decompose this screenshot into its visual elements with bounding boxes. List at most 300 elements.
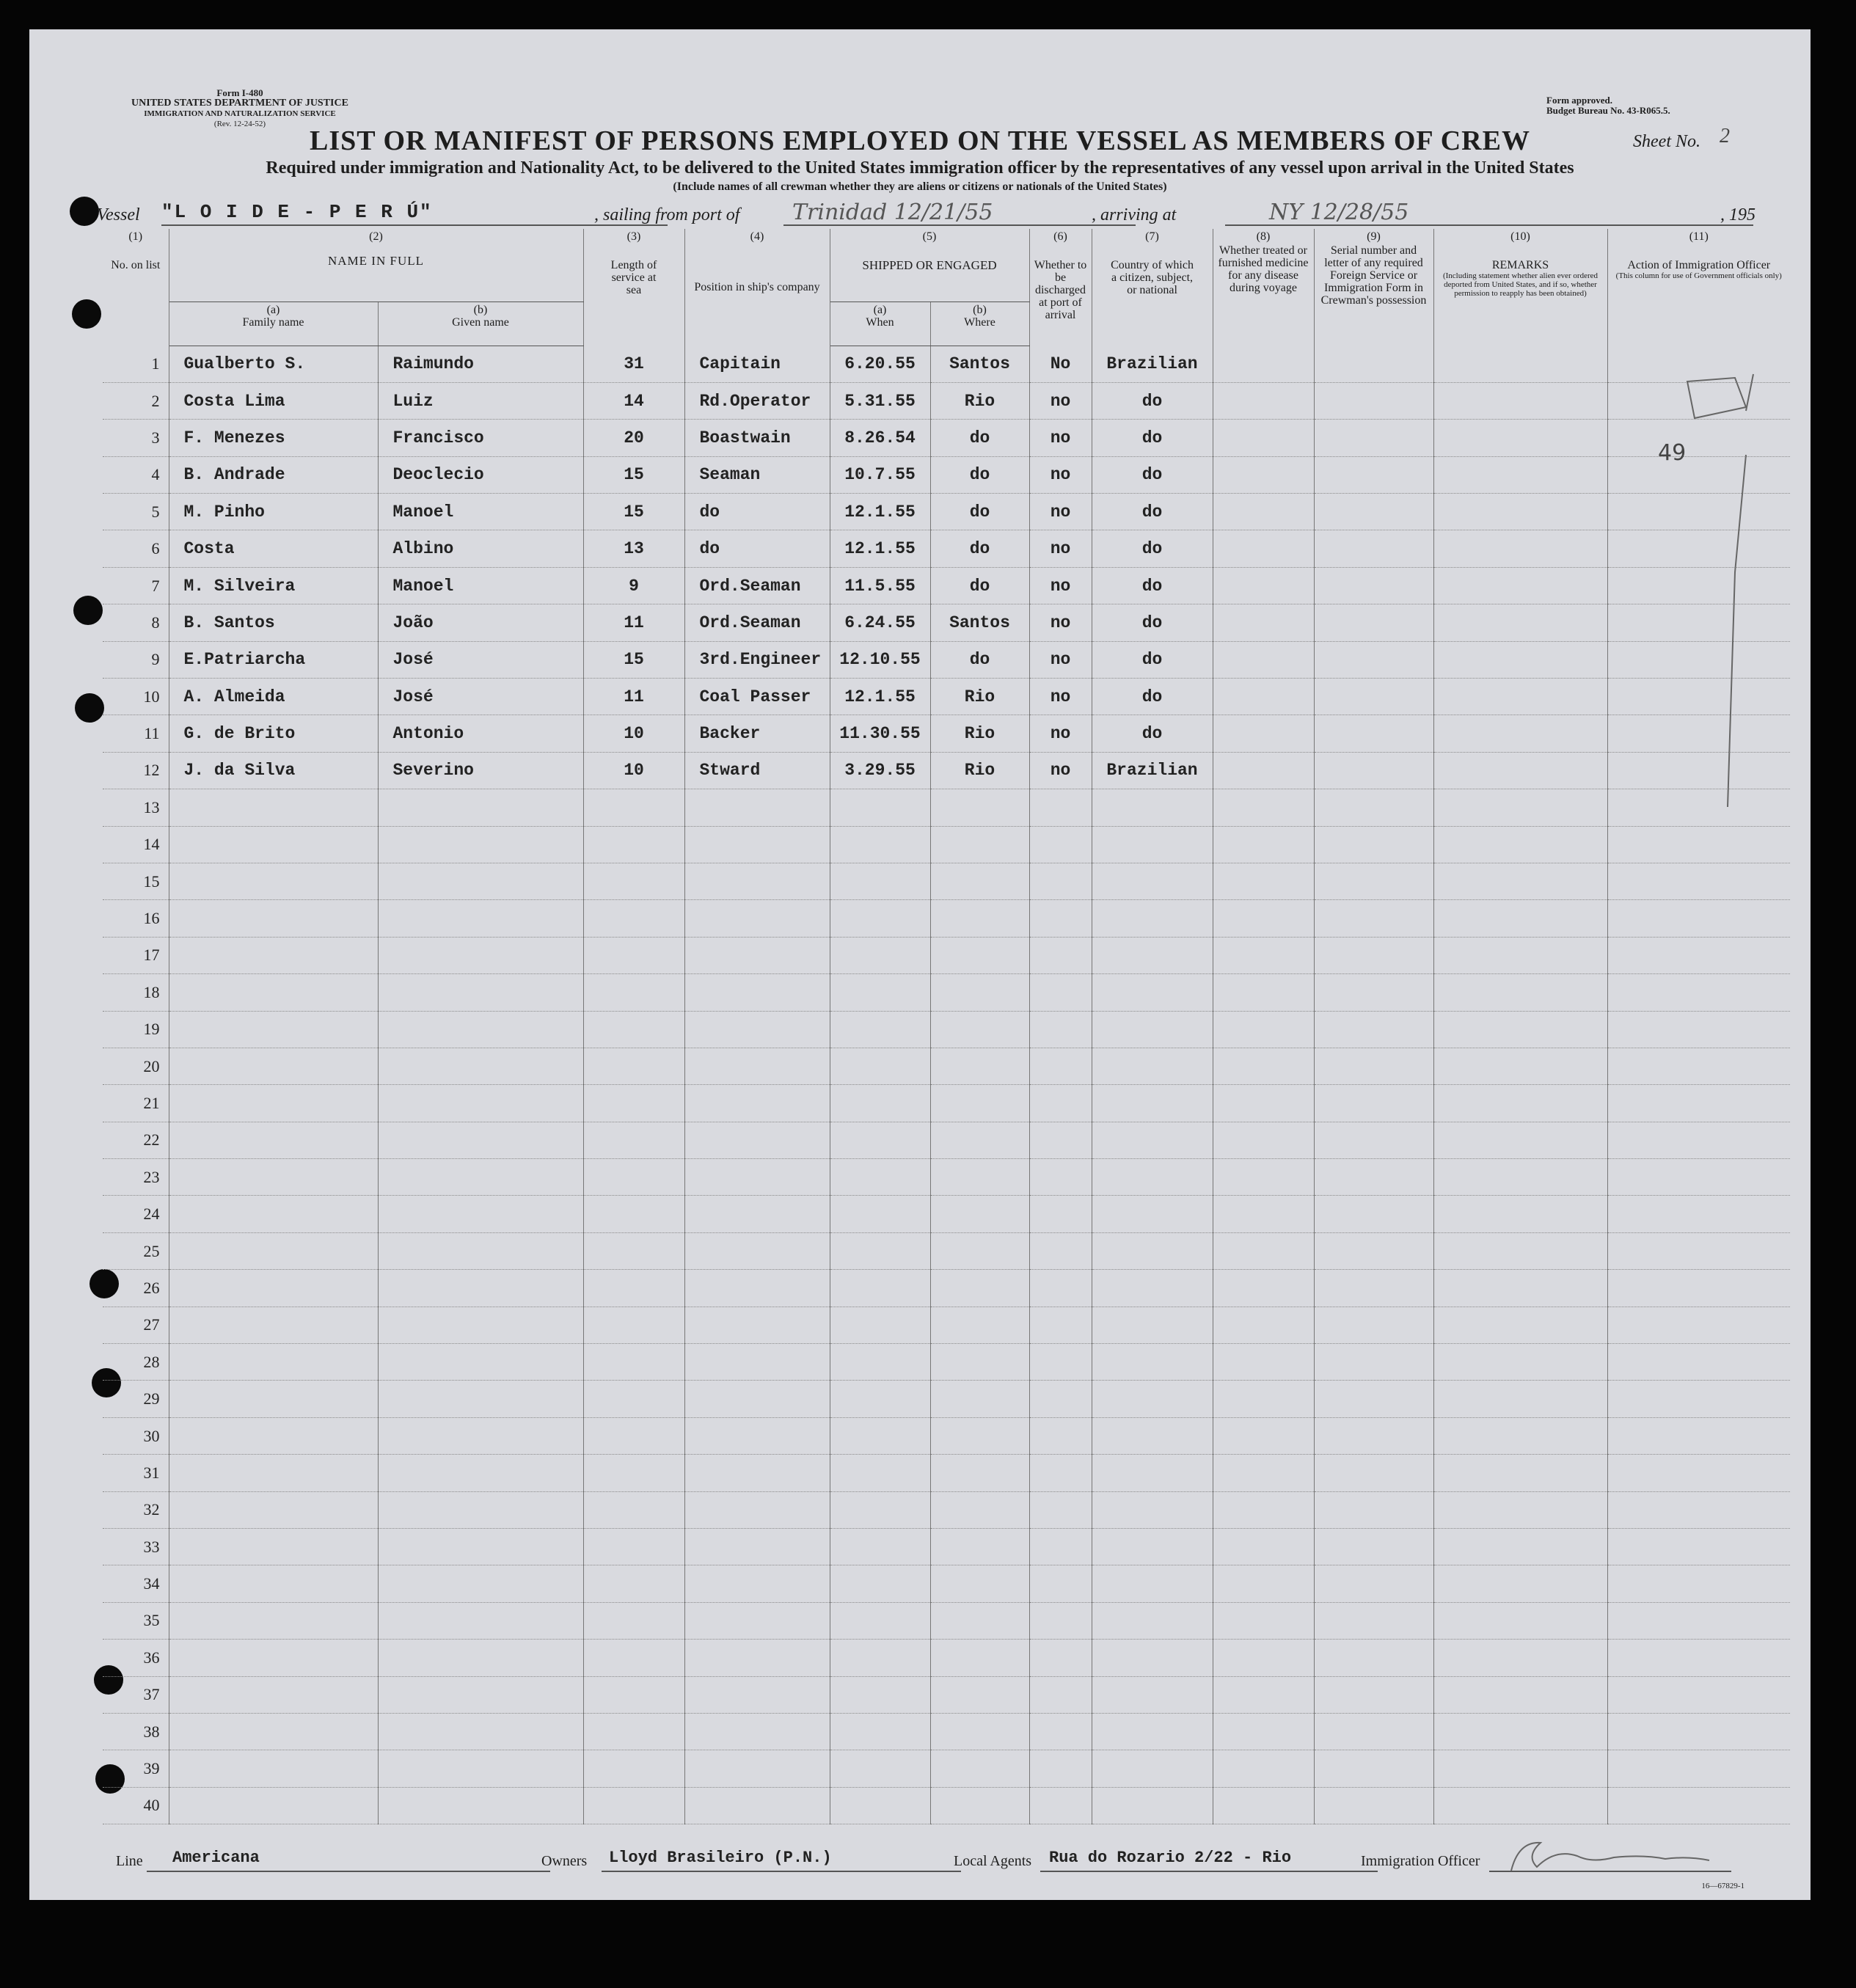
- department: UNITED STATES DEPARTMENT OF JUSTICE: [131, 98, 348, 109]
- cell-empty: [1092, 1344, 1213, 1381]
- cell-empty: [378, 937, 583, 973]
- table-row: [103, 1787, 1790, 1824]
- cell-empty: [1314, 382, 1433, 419]
- cell-where: Rio: [930, 679, 1029, 715]
- cell-empty: [684, 1085, 830, 1122]
- cell-when: 12.1.55: [830, 494, 930, 530]
- row-number: 17: [103, 937, 169, 973]
- cell-empty: [830, 1417, 930, 1454]
- cell-empty: [684, 1455, 830, 1491]
- cell-empty: [169, 1787, 378, 1824]
- cell-empty: [1092, 1787, 1213, 1824]
- cell-when: 11.30.55: [830, 715, 930, 752]
- cell-empty: [1607, 1417, 1790, 1454]
- cell-discharged: no: [1029, 715, 1092, 752]
- cell-empty: [1029, 1048, 1092, 1084]
- cell-empty: [1433, 1640, 1607, 1676]
- row-number: 19: [103, 1011, 169, 1048]
- cell-empty: [1433, 789, 1607, 826]
- cell-empty: [1213, 1085, 1314, 1122]
- cell-discharged: no: [1029, 567, 1092, 604]
- cell-empty: [930, 1417, 1029, 1454]
- cell-given: Manoel: [378, 494, 583, 530]
- cell-empty: [169, 1232, 378, 1269]
- table-row: [103, 1381, 1790, 1417]
- cell-empty: [1607, 1602, 1790, 1639]
- cell-empty: [930, 1085, 1029, 1122]
- cell-empty: [684, 1713, 830, 1750]
- cell-empty: [583, 1640, 684, 1676]
- cell-empty: [830, 789, 930, 826]
- cell-empty: [1433, 382, 1607, 419]
- header-whether-discharged: Whether to be discharged at port of arrival: [1029, 244, 1092, 346]
- cell-family: A. Almeida: [169, 679, 378, 715]
- cell-empty: [930, 826, 1029, 863]
- cell-empty: [378, 826, 583, 863]
- cell-empty: [1092, 789, 1213, 826]
- cell-empty: [169, 1196, 378, 1232]
- cell-where: Santos: [930, 346, 1029, 382]
- cell-empty: [1092, 1455, 1213, 1491]
- header-shipped-or-engaged: SHIPPED OR ENGAGED: [830, 244, 1029, 302]
- row-number: 1: [103, 346, 169, 382]
- cell-empty: [1213, 715, 1314, 752]
- cell-empty: [930, 1011, 1029, 1048]
- cell-empty: [1314, 1344, 1433, 1381]
- cell-empty: [830, 1491, 930, 1528]
- cell-length: 11: [583, 604, 684, 641]
- punch-hole: [72, 299, 101, 329]
- cell-empty: [1433, 1455, 1607, 1491]
- cell-empty: [830, 937, 930, 973]
- table-row: [103, 752, 1790, 789]
- cell-empty: [1029, 1085, 1092, 1122]
- cell-empty: [1314, 1676, 1433, 1713]
- cell-country: do: [1092, 567, 1213, 604]
- row-number: 15: [103, 863, 169, 899]
- table-row: [103, 1491, 1790, 1528]
- cell-when: 8.26.54: [830, 420, 930, 456]
- cell-empty: [1092, 1307, 1213, 1343]
- cell-empty: [930, 1602, 1029, 1639]
- cell-empty: [1092, 1491, 1213, 1528]
- cell-family: Gualberto S.: [169, 346, 378, 382]
- row-number: 20: [103, 1048, 169, 1084]
- cell-position: Ord.Seaman: [684, 604, 830, 641]
- cell-empty: [1607, 1455, 1790, 1491]
- cell-empty: [378, 1232, 583, 1269]
- cell-empty: [378, 1085, 583, 1122]
- cell-empty: [830, 1270, 930, 1307]
- cell-position: Stward: [684, 752, 830, 789]
- cell-empty: [930, 937, 1029, 973]
- cell-empty: [169, 1307, 378, 1343]
- cell-empty: [169, 1159, 378, 1196]
- cell-empty: [1092, 1085, 1213, 1122]
- cell-empty: [830, 1232, 930, 1269]
- cell-when: 6.20.55: [830, 346, 930, 382]
- table-row: [103, 1011, 1790, 1048]
- cell-empty: [1433, 1344, 1607, 1381]
- cell-empty: [1433, 530, 1607, 567]
- cell-empty: [378, 1455, 583, 1491]
- table-row: [103, 937, 1790, 973]
- cell-empty: [583, 826, 684, 863]
- cell-empty: [1433, 752, 1607, 789]
- cell-empty: [830, 1750, 930, 1787]
- row-number: 9: [103, 641, 169, 678]
- cell-empty: [1213, 604, 1314, 641]
- owners-label: Owners: [541, 1853, 588, 1869]
- cell-empty: [1029, 937, 1092, 973]
- officer-pencil-mark: [1665, 367, 1768, 807]
- cell-empty: [1092, 1048, 1213, 1084]
- cell-empty: [1607, 1159, 1790, 1196]
- table-row: [103, 420, 1790, 456]
- header-length-of-service: Length of service at sea: [583, 244, 684, 346]
- cell-discharged: no: [1029, 530, 1092, 567]
- punch-hole: [73, 596, 103, 625]
- row-number: 35: [103, 1602, 169, 1639]
- cell-empty: [1607, 1713, 1790, 1750]
- table-row: [103, 679, 1790, 715]
- cell-empty: [1029, 1381, 1092, 1417]
- budget-bureau: Budget Bureau No. 43-R065.5.: [1546, 105, 1670, 116]
- table-row: [103, 826, 1790, 863]
- row-number: 14: [103, 826, 169, 863]
- col11-number: (11): [1689, 230, 1709, 243]
- cell-empty: [1433, 604, 1607, 641]
- cell-empty: [930, 1787, 1029, 1824]
- cell-empty: [1213, 456, 1314, 493]
- header-where: [930, 302, 1029, 346]
- vessel-line: [81, 200, 1790, 229]
- cell-empty: [1213, 1196, 1314, 1232]
- row-number: 4: [103, 456, 169, 493]
- officer-mark: 49: [1658, 440, 1687, 466]
- cell-empty: [1029, 1455, 1092, 1491]
- row-number: 38: [103, 1713, 169, 1750]
- cell-empty: [1314, 974, 1433, 1011]
- cell-empty: [1092, 900, 1213, 937]
- form-approved: Form approved.: [1546, 95, 1613, 106]
- cell-empty: [930, 1159, 1029, 1196]
- cell-empty: [169, 1529, 378, 1565]
- cell-empty: [830, 1085, 930, 1122]
- cell-empty: [684, 937, 830, 973]
- table-row: [103, 530, 1790, 567]
- cell-empty: [1092, 1676, 1213, 1713]
- header-given-name-label: Given name: [452, 315, 509, 329]
- cell-empty: [1092, 1602, 1213, 1639]
- line-label: Line: [116, 1853, 143, 1869]
- cell-empty: [684, 1676, 830, 1713]
- cell-given: João: [378, 604, 583, 641]
- cell-where: do: [930, 456, 1029, 493]
- cell-empty: [1314, 1011, 1433, 1048]
- row-number: 36: [103, 1640, 169, 1676]
- row-number: 24: [103, 1196, 169, 1232]
- cell-empty: [1314, 1602, 1433, 1639]
- cell-given: Luiz: [378, 382, 583, 419]
- subtitle: Required under immigration and Nationality Act, to be delivered to the United States immigration officer by the representatives of any vessel upon arrival in the United States: [266, 158, 1574, 178]
- cell-empty: [1314, 1122, 1433, 1158]
- cell-country: do: [1092, 641, 1213, 678]
- cell-empty: [830, 1196, 930, 1232]
- cell-empty: [1092, 1565, 1213, 1602]
- cell-discharged: no: [1029, 382, 1092, 419]
- cell-empty: [378, 789, 583, 826]
- cell-given: Albino: [378, 530, 583, 567]
- table-row: [103, 1232, 1790, 1269]
- cell-empty: [1314, 494, 1433, 530]
- cell-empty: [1213, 1565, 1314, 1602]
- header-given-name: [378, 302, 583, 346]
- cell-empty: [830, 1565, 930, 1602]
- header-family-name: [169, 302, 378, 346]
- table-row: [103, 456, 1790, 493]
- cell-empty: [930, 789, 1029, 826]
- cell-empty: [1029, 1529, 1092, 1565]
- table-row: [103, 494, 1790, 530]
- form-header-left: [97, 88, 383, 129]
- cell-empty: [684, 1122, 830, 1158]
- cell-empty: [583, 1232, 684, 1269]
- vessel-name: "L O I D E - P E R Ú": [161, 201, 433, 223]
- header-when-label: When: [866, 315, 894, 329]
- cell-empty: [1314, 1750, 1433, 1787]
- cell-family: B. Santos: [169, 604, 378, 641]
- table-row: [103, 567, 1790, 604]
- cell-empty: [684, 789, 830, 826]
- cell-when: 12.10.55: [830, 641, 930, 678]
- cell-empty: [684, 1307, 830, 1343]
- cell-empty: [830, 1381, 930, 1417]
- cell-empty: [1029, 1565, 1092, 1602]
- cell-country: do: [1092, 604, 1213, 641]
- cell-empty: [1213, 1270, 1314, 1307]
- cell-empty: [684, 1640, 830, 1676]
- cell-family: Costa Lima: [169, 382, 378, 419]
- cell-empty: [1092, 1011, 1213, 1048]
- cell-where: Rio: [930, 715, 1029, 752]
- cell-empty: [684, 1381, 830, 1417]
- cell-empty: [930, 1381, 1029, 1417]
- cell-empty: [1607, 1565, 1790, 1602]
- row-number: 25: [103, 1232, 169, 1269]
- table-row: [103, 1417, 1790, 1454]
- cell-empty: [1314, 789, 1433, 826]
- cell-empty: [1213, 1048, 1314, 1084]
- cell-empty: [1314, 1491, 1433, 1528]
- cell-empty: [583, 1048, 684, 1084]
- cell-empty: [830, 863, 930, 899]
- cell-country: do: [1092, 715, 1213, 752]
- cell-empty: [1092, 1713, 1213, 1750]
- table-row: [103, 1159, 1790, 1196]
- cell-empty: [684, 1529, 830, 1565]
- cell-discharged: no: [1029, 604, 1092, 641]
- cell-empty: [684, 1232, 830, 1269]
- cell-family: Costa: [169, 530, 378, 567]
- table-row: [103, 1750, 1790, 1787]
- print-code: 16—67829-1: [1701, 1882, 1744, 1890]
- header-where-num: (b): [973, 303, 987, 316]
- cell-empty: [1029, 1713, 1092, 1750]
- cell-empty: [583, 1085, 684, 1122]
- cell-empty: [378, 1565, 583, 1602]
- cell-empty: [583, 1676, 684, 1713]
- cell-empty: [1092, 1270, 1213, 1307]
- cell-empty: [1213, 826, 1314, 863]
- cell-empty: [583, 1455, 684, 1491]
- cell-empty: [1213, 382, 1314, 419]
- row-number: 29: [103, 1381, 169, 1417]
- row-number: 28: [103, 1344, 169, 1381]
- cell-empty: [1213, 346, 1314, 382]
- cell-empty: [684, 1159, 830, 1196]
- table-row: [103, 1085, 1790, 1122]
- cell-empty: [583, 863, 684, 899]
- cell-empty: [169, 1381, 378, 1417]
- cell-empty: [583, 1787, 684, 1824]
- sheet-number-label: Sheet No.: [1633, 132, 1700, 151]
- cell-empty: [1433, 1565, 1607, 1602]
- cell-empty: [378, 1529, 583, 1565]
- row-number: 16: [103, 900, 169, 937]
- cell-empty: [1213, 1640, 1314, 1676]
- cell-empty: [1029, 1640, 1092, 1676]
- cell-position: Backer: [684, 715, 830, 752]
- cell-given: José: [378, 641, 583, 678]
- cell-empty: [1433, 641, 1607, 678]
- cell-position: 3rd.Engineer: [684, 641, 830, 678]
- crew-table: [103, 229, 1790, 1824]
- cell-given: Deoclecio: [378, 456, 583, 493]
- row-number: 12: [103, 752, 169, 789]
- row-number: 26: [103, 1270, 169, 1307]
- cell-given: Severino: [378, 752, 583, 789]
- cell-empty: [169, 863, 378, 899]
- cell-empty: [1029, 1307, 1092, 1343]
- cell-empty: [684, 1344, 830, 1381]
- cell-discharged: no: [1029, 641, 1092, 678]
- cell-empty: [1029, 1491, 1092, 1528]
- cell-empty: [1213, 863, 1314, 899]
- cell-empty: [1213, 420, 1314, 456]
- row-number: 11: [103, 715, 169, 752]
- local-agents-value: Rua do Rozario 2/22 - Rio: [1049, 1849, 1292, 1867]
- column-numbers-row: [103, 229, 1790, 244]
- cell-empty: [1092, 1122, 1213, 1158]
- cell-length: 13: [583, 530, 684, 567]
- cell-empty: [1029, 1602, 1092, 1639]
- cell-empty: [684, 900, 830, 937]
- cell-length: 15: [583, 641, 684, 678]
- cell-empty: [1092, 1232, 1213, 1269]
- page-title: LIST OR MANIFEST OF PERSONS EMPLOYED ON THE VESSEL AS MEMBERS OF CREW: [310, 125, 1530, 156]
- cell-empty: [1433, 1196, 1607, 1232]
- cell-position: Rd.Operator: [684, 382, 830, 419]
- cell-empty: [1213, 530, 1314, 567]
- cell-empty: [1213, 752, 1314, 789]
- cell-empty: [1433, 1307, 1607, 1343]
- local-agents-label: Local Agents: [954, 1853, 1032, 1869]
- cell-empty: [1213, 937, 1314, 973]
- cell-empty: [1029, 1122, 1092, 1158]
- header-remarks-title: REMARKS: [1491, 259, 1549, 271]
- cell-where: do: [930, 641, 1029, 678]
- cell-empty: [1433, 679, 1607, 715]
- cell-empty: [1314, 604, 1433, 641]
- cell-empty: [378, 1750, 583, 1787]
- cell-empty: [1314, 900, 1433, 937]
- cell-family: B. Andrade: [169, 456, 378, 493]
- cell-empty: [1029, 974, 1092, 1011]
- cell-empty: [1213, 1381, 1314, 1417]
- cell-country: Brazilian: [1092, 752, 1213, 789]
- cell-given: Raimundo: [378, 346, 583, 382]
- cell-empty: [169, 789, 378, 826]
- cell-empty: [1213, 1455, 1314, 1491]
- cell-empty: [1314, 456, 1433, 493]
- row-number: 8: [103, 604, 169, 641]
- cell-empty: [1433, 1381, 1607, 1417]
- cell-position: Coal Passer: [684, 679, 830, 715]
- cell-country: do: [1092, 494, 1213, 530]
- cell-given: Antonio: [378, 715, 583, 752]
- cell-empty: [1213, 789, 1314, 826]
- cell-empty: [378, 1602, 583, 1639]
- cell-empty: [378, 1159, 583, 1196]
- cell-empty: [830, 1529, 930, 1565]
- cell-empty: [1029, 900, 1092, 937]
- cell-country: do: [1092, 456, 1213, 493]
- cell-empty: [1029, 1676, 1092, 1713]
- cell-empty: [1029, 1159, 1092, 1196]
- cell-discharged: no: [1029, 494, 1092, 530]
- cell-empty: [1314, 863, 1433, 899]
- header-when-num: (a): [873, 303, 887, 316]
- cell-empty: [1433, 420, 1607, 456]
- table-row: [103, 1270, 1790, 1307]
- header-family-name-label: Family name: [242, 315, 304, 329]
- table-row: [103, 974, 1790, 1011]
- cell-empty: [830, 1159, 930, 1196]
- cell-empty: [1607, 1270, 1790, 1307]
- row-number: 5: [103, 494, 169, 530]
- cell-empty: [830, 1640, 930, 1676]
- cell-empty: [1433, 456, 1607, 493]
- cell-empty: [684, 1011, 830, 1048]
- cell-when: 10.7.55: [830, 456, 930, 493]
- cell-empty: [169, 1491, 378, 1528]
- row-number: 23: [103, 1159, 169, 1196]
- cell-empty: [1314, 1307, 1433, 1343]
- cell-when: 3.29.55: [830, 752, 930, 789]
- cell-empty: [930, 1750, 1029, 1787]
- vessel-label: Vessel: [97, 205, 140, 224]
- cell-empty: [378, 1270, 583, 1307]
- cell-empty: [1314, 1048, 1433, 1084]
- cell-empty: [1213, 494, 1314, 530]
- cell-empty: [378, 863, 583, 899]
- cell-when: 6.24.55: [830, 604, 930, 641]
- cell-empty: [1433, 1417, 1607, 1454]
- cell-empty: [1433, 1085, 1607, 1122]
- cell-empty: [684, 1417, 830, 1454]
- year-label: , 195: [1720, 205, 1755, 224]
